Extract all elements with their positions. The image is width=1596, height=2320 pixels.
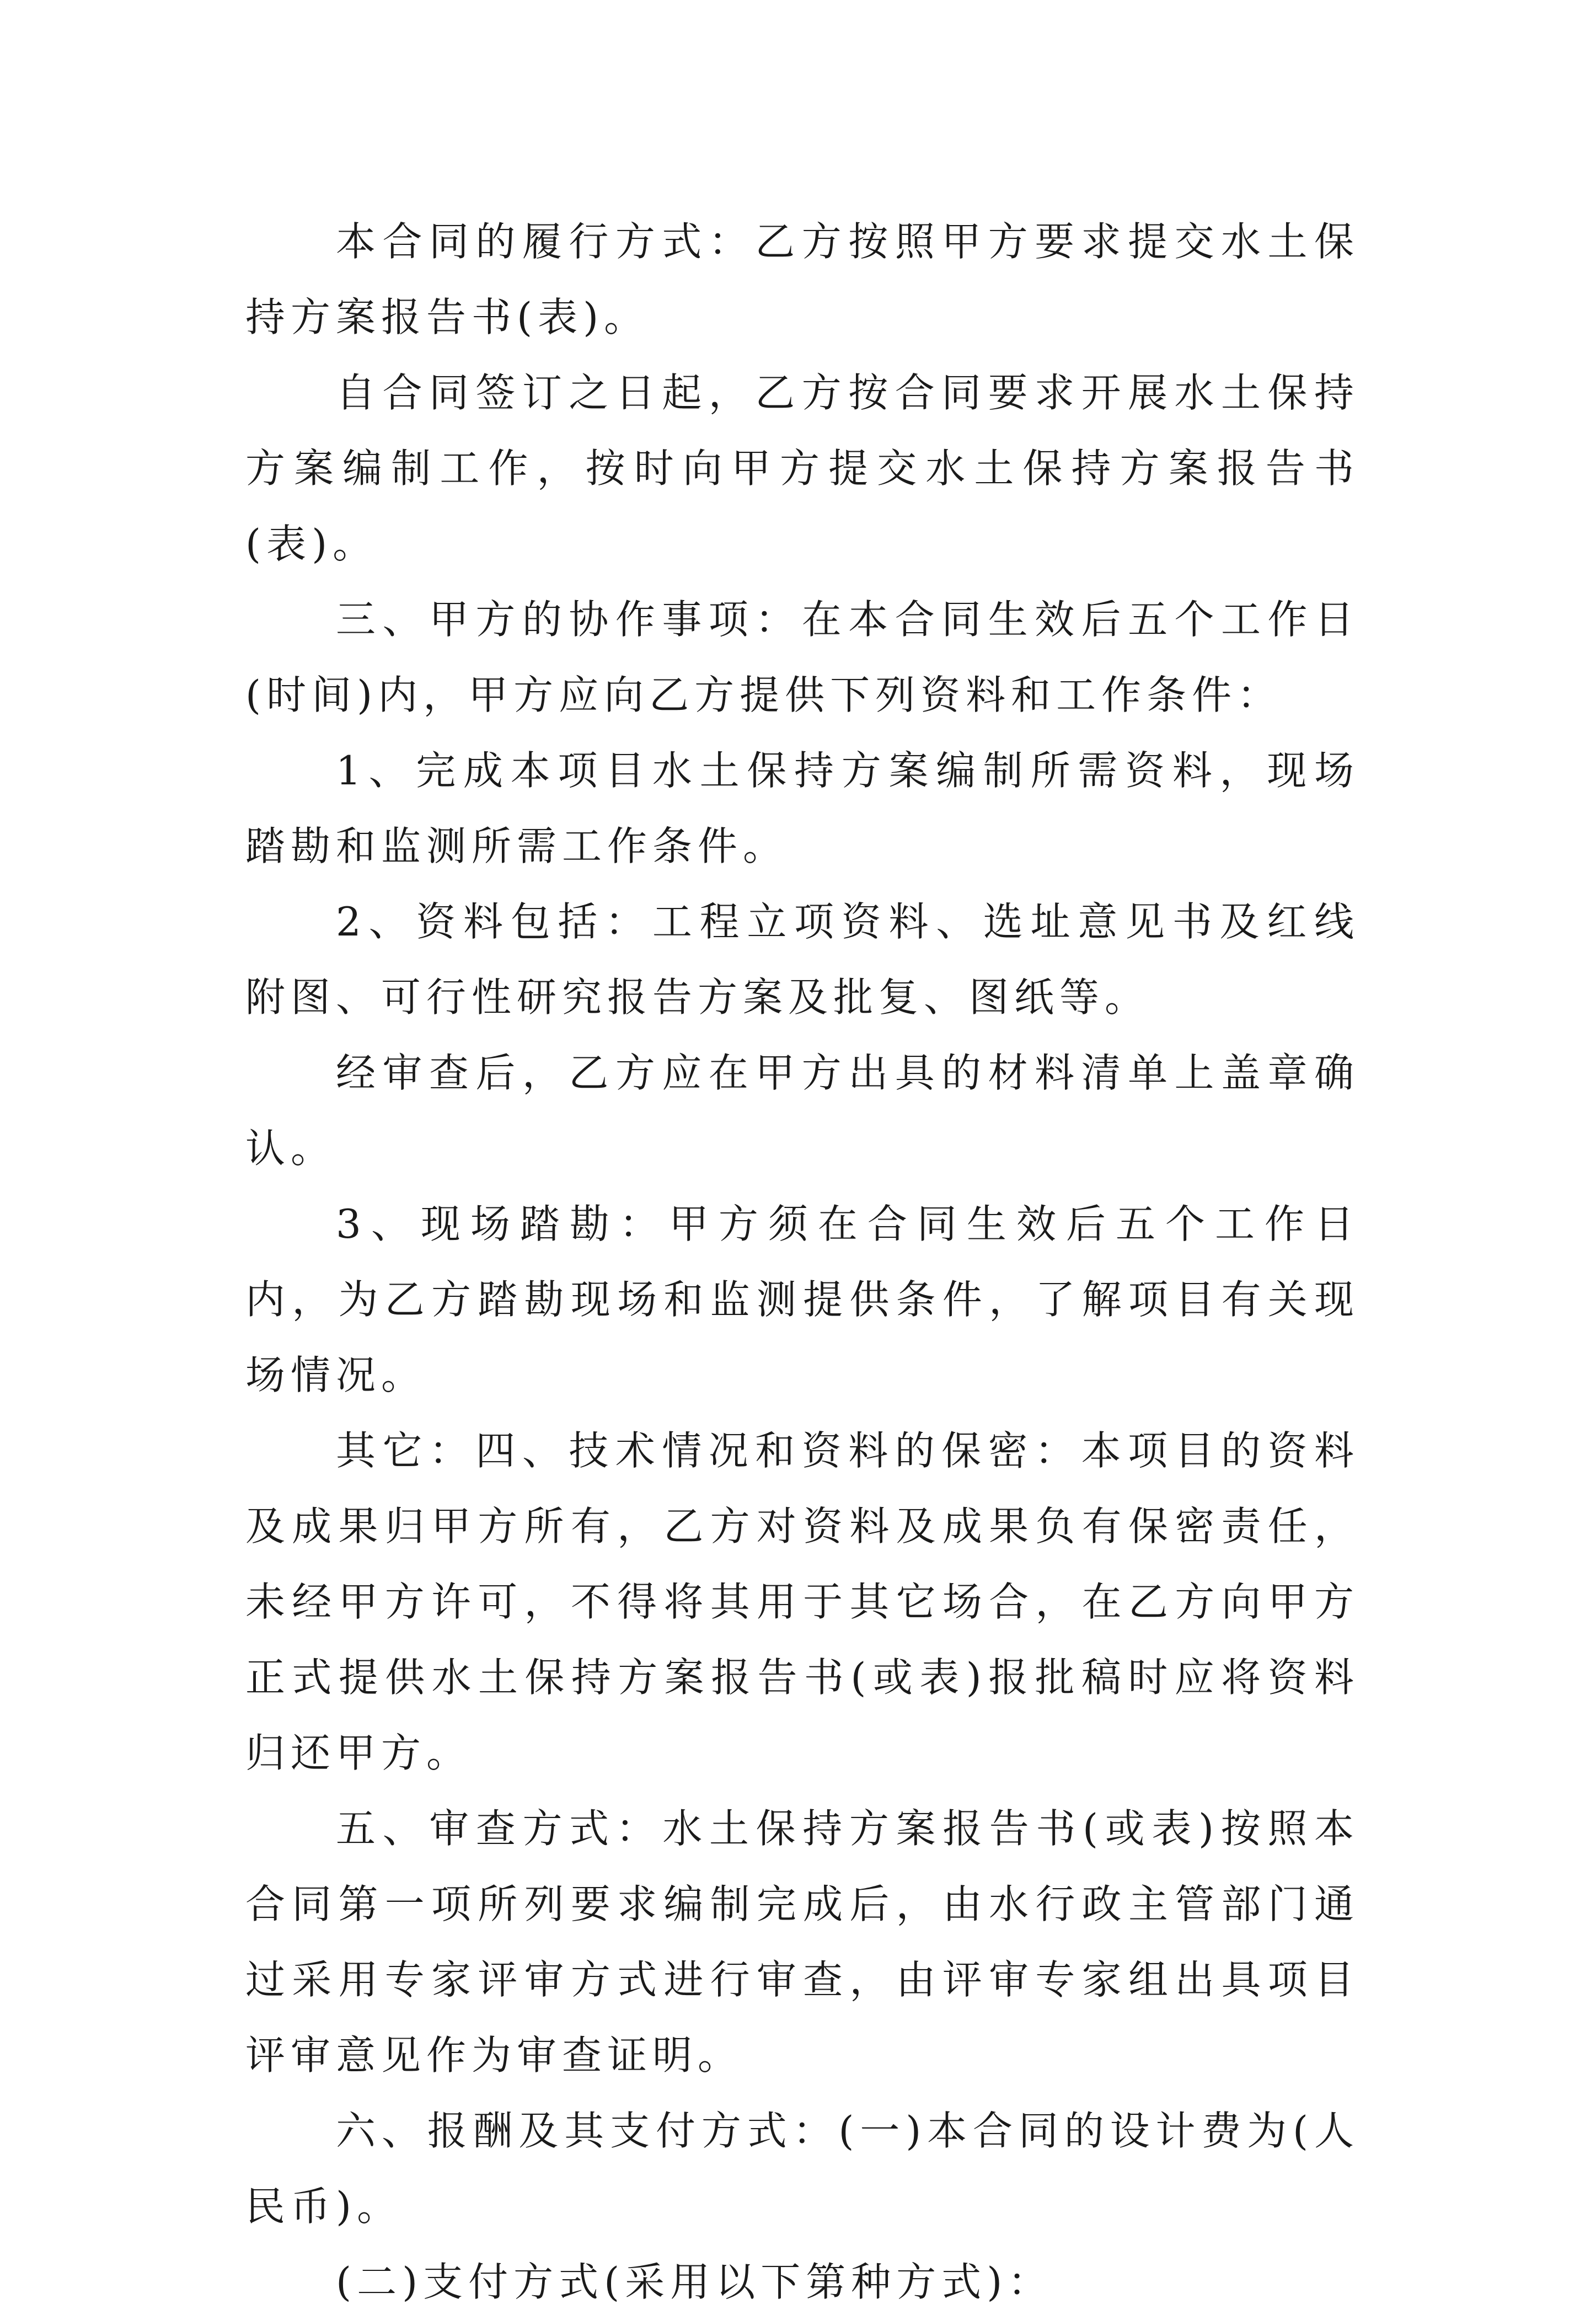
- paragraph-review-method: 五、审查方式：水土保持方案报告书(或表)按照本合同第一项所列要求编制完成后，由水行政主管部门通过采用专家评审方式进行审查，由评审专家组出具项目评审意见作为审查证明。: [245, 1805, 1359, 2078]
- document-body: [245, 204, 1359, 2320]
- paragraph-item-3-site-survey: 3、现场踏勘：甲方须在合同生效后五个工作日内，为乙方踏勘现场和监测提供条件，了解项目有关现场情况。: [245, 1201, 1359, 1398]
- paragraph-item-2-materials-list: 2、资料包括：工程立项资料、选址意见书及红线附图、可行性研究报告方案及批复、图纸等。: [245, 899, 1359, 1020]
- paragraph-item-1-materials: 1、完成本项目水土保持方案编制所需资料，现场踏勘和监测所需工作条件。: [245, 747, 1359, 869]
- paragraph-review-confirmation: 经审查后，乙方应在甲方出具的材料清单上盖章确认。: [245, 1050, 1359, 1172]
- paragraph-payment-method: (二)支付方式(采用以下第种方式)：: [336, 2259, 1053, 2305]
- paragraph-confidentiality: 其它：四、技术情况和资料的保密：本项目的资料及成果归甲方所有，乙方对资料及成果负有保密责任，未经甲方许可，不得将其用于其它场合，在乙方向甲方正式提供水土保持方案报告书(或表)报批稿时应将资料归还甲方。: [245, 1428, 1359, 1776]
- paragraph-remuneration: 六、报酬及其支付方式：(一)本合同的设计费为(人民币)。: [245, 2108, 1359, 2230]
- paragraph-work-schedule: 自合同签订之日起，乙方按合同要求开展水土保持方案编制工作，按时向甲方提交水土保持方案报告书(表)。: [245, 370, 1359, 567]
- paragraph-performance-method: 本合同的履行方式：乙方按照甲方要求提交水土保持方案报告书(表)。: [245, 218, 1359, 340]
- paragraph-party-a-cooperation: 三、甲方的协作事项：在本合同生效后五个工作日(时间)内，甲方应向乙方提供下列资料和工作条件：: [245, 596, 1359, 718]
